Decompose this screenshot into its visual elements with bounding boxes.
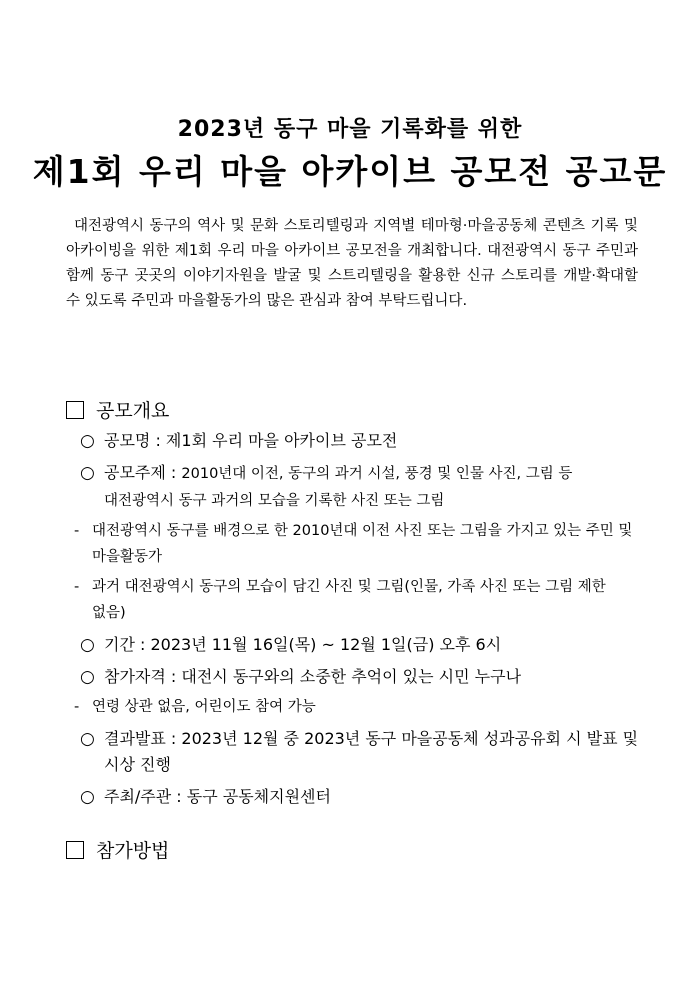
circle-bullet-icon: ○ [80, 463, 95, 483]
item-name-text: 공모명 : 제1회 우리 마을 아카이브 공모전 [104, 431, 398, 450]
list-item-result [80, 726, 642, 778]
circle-bullet-icon: ○ [80, 667, 95, 687]
checkbox-square-icon [66, 401, 84, 419]
checkbox-square-icon [66, 841, 84, 859]
list-subitem-theme-2 [74, 574, 642, 626]
section-overview-label: 공모개요 [96, 400, 170, 422]
list-subitem-eligibility [74, 694, 642, 720]
list-item-name [80, 428, 642, 454]
dash-bullet-icon: - [74, 699, 80, 715]
dash-bullet-icon: - [74, 523, 80, 539]
item-eligibility-text: 참가자격 : 대전시 동구와의 소중한 추억이 있는 시민 누구나 [104, 667, 522, 686]
document-title: 제1회 우리 마을 아카이브 공모전 공고문 [32, 152, 668, 191]
section-method-label: 참가방법 [96, 840, 170, 862]
section-overview-heading [66, 396, 169, 423]
circle-bullet-icon: ○ [80, 635, 95, 655]
subitem-eligibility-text: 연령 상관 없음, 어린이도 참여 가능 [92, 699, 316, 715]
item-theme-text [104, 460, 642, 514]
item-period-text: 기간 : 2023년 11월 16일(목) ~ 12월 1일(금) 오후 6시 [104, 635, 502, 654]
list-item-period [80, 632, 642, 658]
dash-bullet-icon: - [74, 579, 80, 595]
list-subitem-theme-1 [74, 518, 642, 570]
list-item-eligibility [80, 664, 642, 690]
item-host-text: 주최/주관 : 동구 공동체지원센터 [104, 787, 331, 806]
list-item-host [80, 784, 642, 810]
subitem-theme-2-text: 과거 대전광역시 동구의 모습이 담긴 사진 및 그림(인물, 가족 사진 또는 그림 제한 없음) [92, 579, 606, 621]
item-theme-value: 2010년대 이전, 동구의 과거 시설, 풍경 및 인물 사진, 그림 등 대전광역시 동구 과거의 모습을 기록한 사진 또는 그림 [104, 466, 573, 509]
item-theme-key: 공모주제 : [104, 463, 182, 482]
document-subtitle: 2023년 동구 마을 기록화를 위한 [177, 117, 523, 142]
subitem-theme-1-text: 대전광역시 동구를 배경으로 한 2010년대 이전 사진 또는 그림을 가지고 있는 주민 및 마을활동가 [92, 523, 633, 565]
circle-bullet-icon: ○ [80, 787, 95, 807]
circle-bullet-icon: ○ [80, 729, 95, 749]
list-item-theme [80, 460, 642, 514]
intro-text: 대전광역시 동구의 역사 및 문화 스토리텔링과 지역별 테마형·마을공동체 콘텐츠 기록 및 아카이빙을 위한 제1회 우리 마을 아카이브 공모전을 개최합니다. 대전광역시 동구 주민과 함께 동구 곳곳의 이야기자원을 발굴 및 스트리텔링을 활용한 신규 스토리를 개발·확대할 수 있도록 주민과 마을활동가의 많은 관심과 참여 부탁드립니다. [66, 218, 638, 309]
circle-bullet-icon: ○ [80, 431, 95, 451]
section-method-heading [66, 836, 169, 863]
overview-list [74, 428, 642, 816]
intro-paragraph [66, 214, 638, 314]
item-result-text: 결과발표 : 2023년 12월 중 2023년 동구 마을공동체 성과공유회 시 발표 및 시상 진행 [104, 729, 639, 774]
